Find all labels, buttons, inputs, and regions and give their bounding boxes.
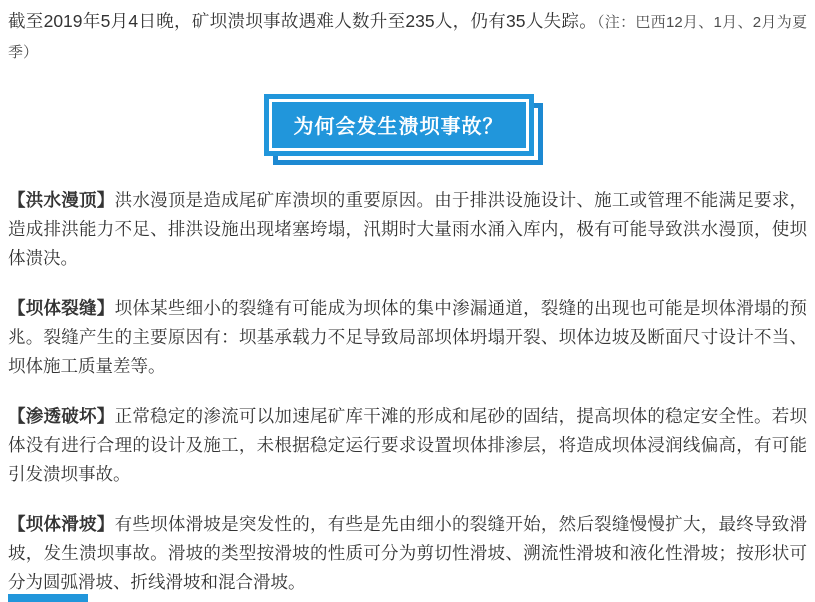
section-header-button[interactable]: 为何会发生溃坝事故？ [269,99,529,151]
paragraph-text: 正常稳定的渗流可以加速尾矿库干滩的形成和尾砂的固结，提高坝体的稳定安全性。若坝体没有进行合理的设计及施工，未根据稳定运行要求设置坝体排渗层，将造成坝体浸润线偏高，有可能引发溃坝事故。 [8,406,808,484]
paragraph-label: 【坝体滑坡】 [8,514,115,534]
paragraph-label: 【坝体裂缝】 [8,298,115,318]
paragraph-text: 洪水漫顶是造成尾矿库溃坝的重要原因。由于排洪设施设计、施工或管理不能满足要求，造成排洪能力不足、排洪设施出现堵塞垮塌，汛期时大量雨水涌入库内，极有可能导致洪水漫顶，使坝体溃决。 [8,190,808,268]
paragraph-label: 【渗透破坏】 [8,406,115,426]
paragraph-text: 坝体某些细小的裂缝有可能成为坝体的集中渗漏通道，裂缝的出现也可能是坝体滑塌的预兆。裂缝产生的主要原因有：坝基承载力不足导致局部坝体坍塌开裂、坝体边坡及断面尺寸设计不当、坝体施工质量差等。 [8,298,808,376]
intro-paragraph [8,7,807,67]
paragraph-flood-overtopping [8,186,807,273]
paragraph-dam-cracks [8,294,807,381]
paragraph-list [8,186,807,597]
paragraph-text: 有些坝体滑坡是突发性的，有些是先由细小的裂缝开始，然后裂缝慢慢扩大，最终导致滑坡，发生溃坝事故。滑坡的类型按滑坡的性质可分为剪切性滑坡、溯流性滑坡和液化性滑坡；按形状可分为圆弧滑坡、折线滑坡和混合滑坡。 [8,514,808,592]
paragraph-seepage-failure [8,402,807,489]
paragraph-dam-landslide [8,510,807,597]
section-button-row [8,94,807,156]
intro-main-text: 截至2019年5月4日晚，矿坝溃坝事故遇难人数升至235人，仍有35人失踪。 [8,11,597,31]
paragraph-label: 【洪水漫顶】 [8,190,115,210]
next-section-button-partial [8,594,88,602]
intro-note-text: （注：巴西12月、1月、2月为夏季） [8,14,807,61]
section-button-wrap [264,94,534,156]
